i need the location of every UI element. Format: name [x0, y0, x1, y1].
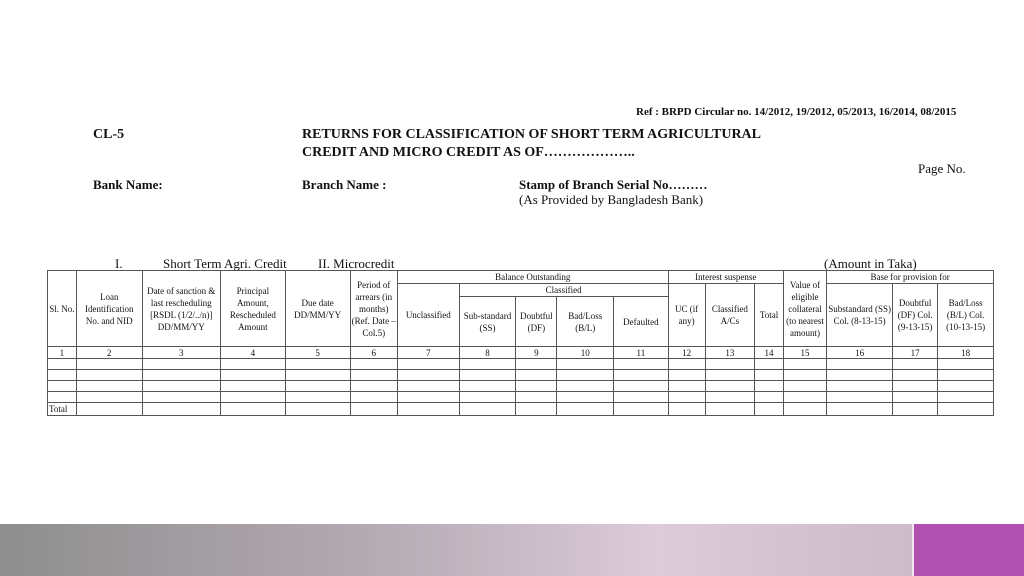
amount-unit-note: (Amount in Taka)	[824, 256, 917, 271]
bank-name-label: Bank Name:	[93, 177, 163, 192]
header-sanction-date: Date of sanction & last rescheduling [RSDL (1/2/../n)] DD/MM/YY	[142, 271, 220, 347]
header-bad-loss: Bad/Loss (B/L)	[557, 297, 614, 347]
header-base-doubtful: Doubtful (DF) Col. (9-13-15)	[893, 284, 938, 347]
section-1-label: Short Term Agri. Credit	[163, 256, 287, 271]
column-number: 3	[142, 347, 220, 359]
header-classified-accounts: Classified A/Cs	[705, 284, 754, 347]
header-principal-amount: Principal Amount, Rescheduled Amount	[220, 271, 285, 347]
column-number: 10	[557, 347, 614, 359]
header-uc: UC (if any)	[668, 284, 705, 347]
branch-name-label: Branch Name :	[302, 177, 387, 192]
table-row	[48, 359, 994, 370]
stamp-serial-label: Stamp of Branch Serial No………	[519, 177, 708, 192]
header-base-substandard: Substandard (SS) Col. (8-13-15)	[827, 284, 893, 347]
form-title-line-2: CREDIT AND MICRO CREDIT AS OF………………..	[302, 145, 635, 160]
header-due-date: Due date DD/MM/YY	[285, 271, 350, 347]
column-number: 8	[459, 347, 516, 359]
column-number: 11	[614, 347, 669, 359]
section-2-label: II. Microcredit	[318, 256, 395, 271]
column-number: 13	[705, 347, 754, 359]
total-label: Total	[48, 403, 77, 416]
table-row	[48, 392, 994, 403]
table-row	[48, 370, 994, 381]
column-number: 1	[48, 347, 77, 359]
column-number-row	[48, 347, 994, 359]
section-1-number: I.	[115, 256, 123, 271]
header-collateral-value: Value of eligible collateral (to nearest amount)	[783, 271, 826, 347]
column-number: 12	[668, 347, 705, 359]
form-code: CL-5	[93, 127, 125, 142]
column-number: 7	[397, 347, 459, 359]
column-number: 6	[350, 347, 397, 359]
footer-gradient-bar	[0, 524, 912, 576]
header-interest-total: Total	[755, 284, 784, 347]
column-number: 17	[893, 347, 938, 359]
column-number: 15	[783, 347, 826, 359]
column-number: 2	[76, 347, 142, 359]
header-unclassified: Unclassified	[397, 284, 459, 347]
header-base-for-provision: Base for provision for	[827, 271, 994, 284]
classification-table	[47, 270, 994, 416]
header-loan-id: Loan Identification No. and NID	[76, 271, 142, 347]
header-classified: Classified	[459, 284, 668, 297]
column-number: 9	[516, 347, 557, 359]
column-number: 18	[938, 347, 994, 359]
circular-reference: Ref : BRPD Circular no. 14/2012, 19/2012, 05/2013, 16/2014, 08/2015	[636, 106, 957, 118]
header-period-arrears: Period of arrears (in months) (Ref. Date – Col.5)	[350, 271, 397, 347]
form-title-line-1: RETURNS FOR CLASSIFICATION OF SHORT TERM AGRICULTURAL	[302, 127, 762, 142]
column-number: 4	[220, 347, 285, 359]
column-number: 5	[285, 347, 350, 359]
footer-accent-block	[912, 524, 1024, 576]
header-substandard: Sub-standard (SS)	[459, 297, 516, 347]
column-number: 14	[755, 347, 784, 359]
column-number: 16	[827, 347, 893, 359]
header-doubtful: Doubtful (DF)	[516, 297, 557, 347]
stamp-note: (As Provided by Bangladesh Bank)	[519, 192, 704, 207]
header-balance-outstanding: Balance Outstanding	[397, 271, 668, 284]
page-number-label: Page No.	[918, 161, 966, 176]
table-row	[48, 381, 994, 392]
total-row	[48, 403, 994, 416]
header-sl-no: Sl. No.	[48, 271, 77, 347]
header-defaulted: Defaulted	[614, 297, 669, 347]
header-interest-suspense: Interest suspense	[668, 271, 783, 284]
header-base-bad-loss: Bad/Loss (B/L) Col. (10-13-15)	[938, 284, 994, 347]
